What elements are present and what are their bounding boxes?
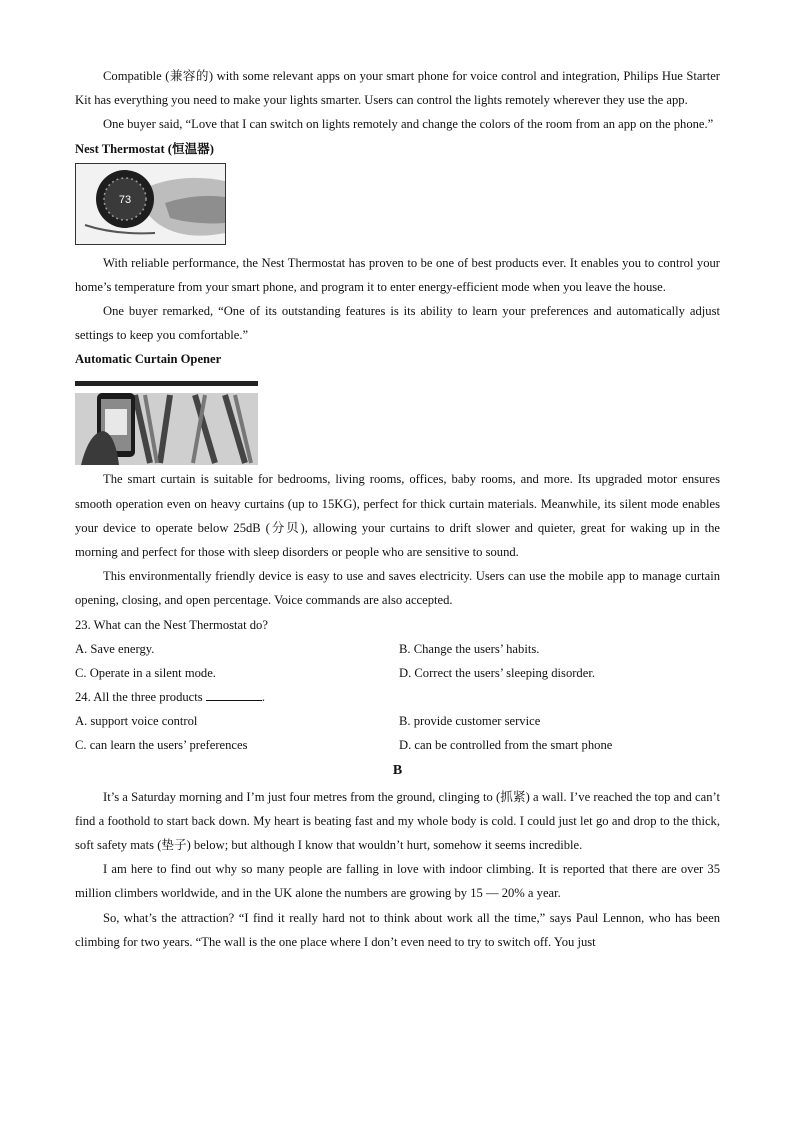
thermostat-display-value: 73: [118, 193, 132, 206]
document-page: [75, 64, 720, 954]
option-a[interactable]: A. support voice control: [75, 713, 198, 728]
question-24-stem: [75, 685, 720, 709]
options-row: [75, 733, 720, 757]
option-a[interactable]: A. Save energy.: [75, 641, 155, 656]
paragraph: This environmentally friendly device is easy to use and saves electricity. Users can use the mobile app to manage curtain opening, closing, and open percentage. Voice commands are also accepted.: [75, 569, 720, 608]
question-23-stem: 23. What can the Nest Thermostat do?: [75, 617, 268, 632]
paragraph: One buyer said, “Love that I can switch on lights remotely and change the colors of the room from an app on the phone.”: [103, 117, 714, 132]
paragraph: One buyer remarked, “One of its outstanding features is its ability to learn your preferences and automatically adjust settings to keep you comfortable.”: [75, 304, 720, 343]
curtain-opener-photo: [75, 373, 258, 465]
option-c[interactable]: C. can learn the users’ preferences: [75, 737, 248, 752]
options-row: [75, 661, 720, 685]
curtain-opener-heading: Automatic Curtain Opener: [75, 352, 222, 367]
section-b-label: B: [392, 762, 403, 778]
option-d[interactable]: D. Correct the users’ sleeping disorder.: [399, 665, 595, 680]
options-row: [75, 709, 720, 733]
option-b[interactable]: B. Change the users’ habits.: [399, 641, 540, 656]
nest-thermostat-heading: Nest Thermostat (恒温器): [75, 141, 214, 156]
paragraph: It’s a Saturday morning and I’m just four metres from the ground, clinging to (抓紧) a wall. I’ve reached the top and can’t find a foothold to start back down. My heart is beating fast and my whole body is cold. I could just let go and drop to the thick, soft safety mats (垫子) below; but although I know that wouldn’t hurt, somehow it seems incredible.: [75, 789, 720, 853]
paragraph: With reliable performance, the Nest Thermostat has proven to be one of best products ever. It enables you to control your home’s temperature from your smart phone, and program it to enter energy-efficient mode when you leave the house.: [75, 255, 720, 294]
question-24-text: 24. All the three products: [75, 689, 203, 704]
paragraph: The smart curtain is suitable for bedrooms, living rooms, offices, baby rooms, and more. Its upgraded motor ensures smooth operation even on heavy curtains (up to 15KG), perfect for thick curtain materials. Meanwhile, its silent mode enables your device to operate below 25dB (分贝), allowing your curtains to drift slower and quieter, great for waking up in the morning and perfect for those with sleep disorders or people who are sensitive to sound.: [75, 472, 720, 560]
paragraph: I am here to find out why so many people are falling in love with indoor climbing. It is reported that there are over 35 million climbers worldwide, and in the UK alone the numbers are growing by 15 — 20% a year.: [75, 862, 720, 901]
option-c[interactable]: C. Operate in a silent mode.: [75, 665, 216, 680]
answer-blank[interactable]: [206, 688, 262, 701]
nest-thermostat-photo: [75, 163, 226, 245]
option-b[interactable]: B. provide customer service: [399, 713, 541, 728]
options-row: [75, 637, 720, 661]
paragraph: Compatible (兼容的) with some relevant apps on your smart phone for voice control and integration, Philips Hue Starter Kit has everything you need to make your lights smarter. Users can control the lights remotely wherever they use the app.: [75, 69, 720, 108]
paragraph: So, what’s the attraction? “I find it really hard not to think about work all the time,” says Paul Lennon, who has been climbing for two years. “The wall is the one place where I don’t even need to try to switch off. You just: [75, 910, 720, 949]
option-d[interactable]: D. can be controlled from the smart phone: [399, 737, 613, 752]
question-24-period: .: [261, 689, 265, 704]
